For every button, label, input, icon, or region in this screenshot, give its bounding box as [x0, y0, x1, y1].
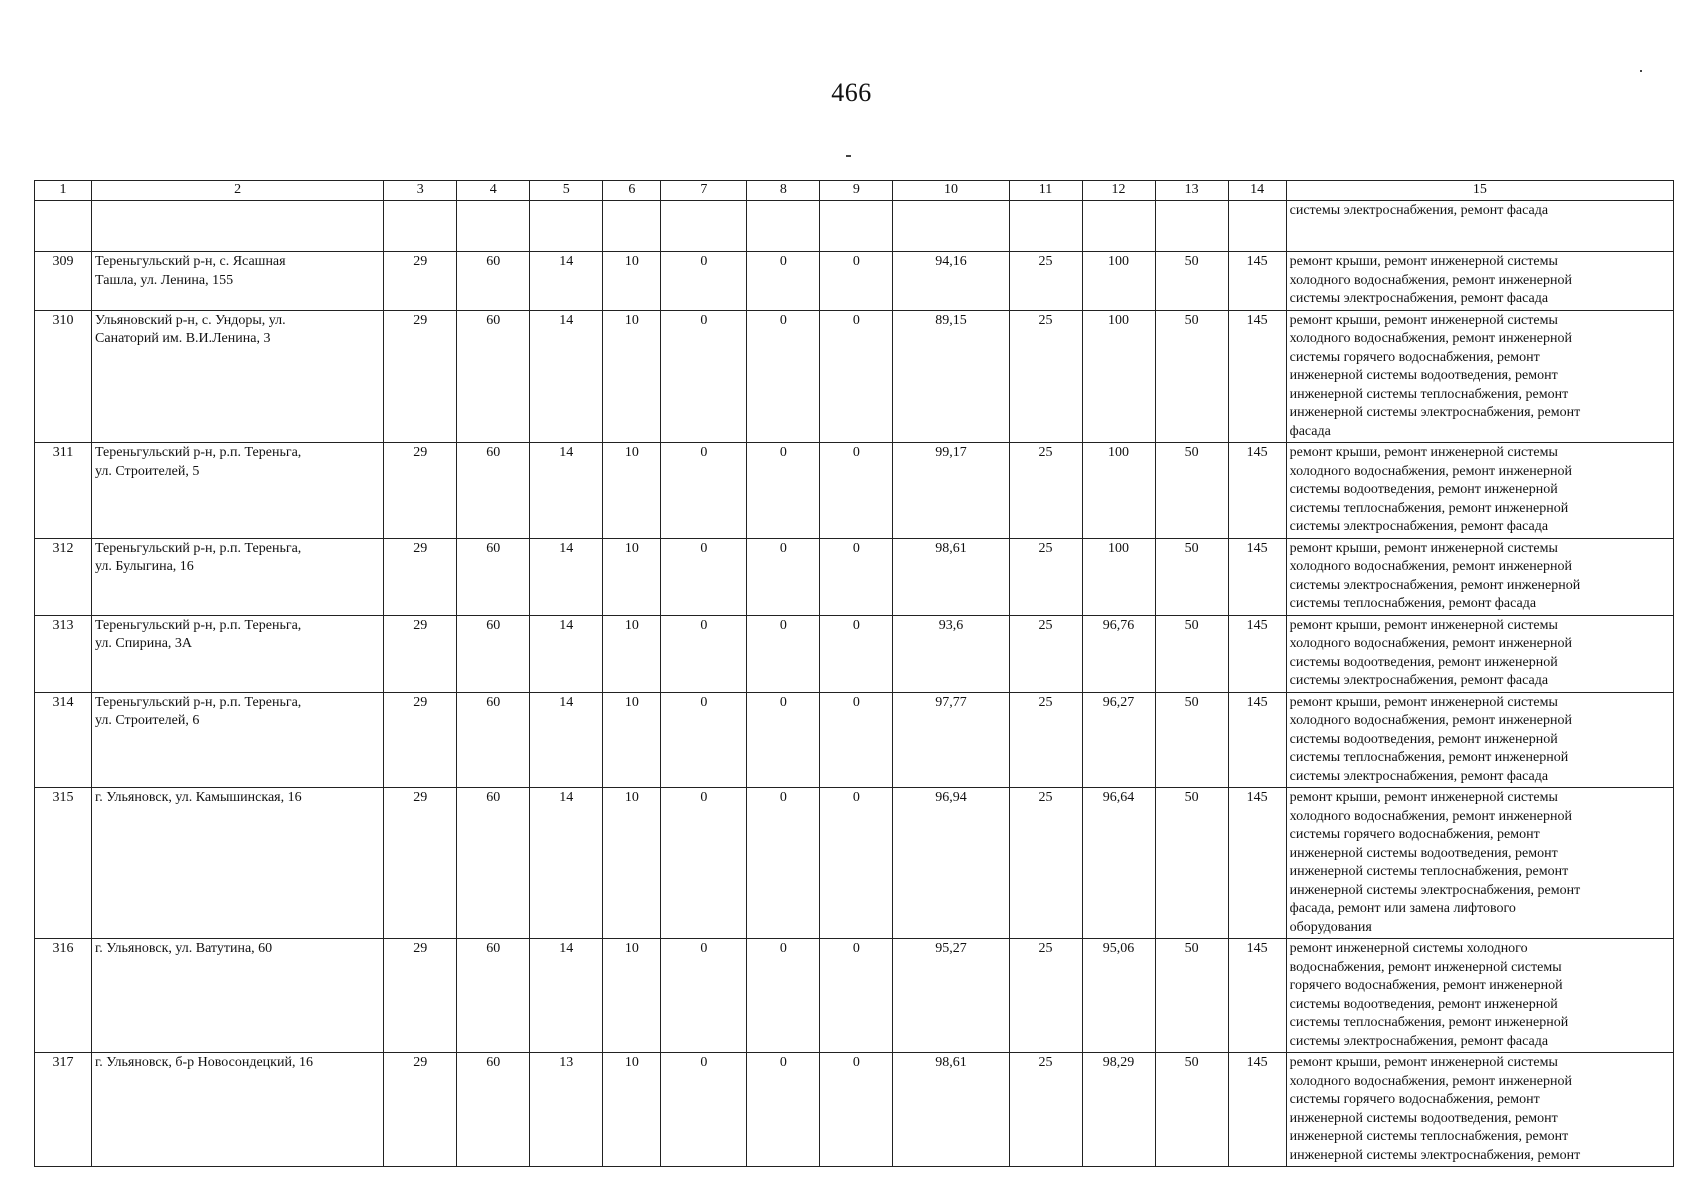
address-line: г. Ульяновск, ул. Камышинская, 16 [95, 790, 302, 805]
address-cell [92, 692, 384, 788]
value-cell-c10: 95,27 [893, 939, 1009, 1053]
works-line: инженерной системы водоотведения, ремонт [1289, 1110, 1558, 1126]
page-number: 466 [831, 78, 872, 107]
value-cell-c14: 145 [1228, 443, 1286, 539]
works-line: ремонт крыши, ремонт инженерной системы [1289, 617, 1558, 633]
address-cell [92, 538, 384, 615]
works-line: холодного водоснабжения, ремонт инженерной [1289, 331, 1572, 346]
value-cell-c9: 0 [820, 538, 893, 615]
value-cell-c8: 0 [747, 252, 820, 311]
column-header: 1 [35, 181, 92, 201]
works-line: системы электроснабжения, ремонт фасада [1289, 291, 1549, 306]
address-cell [92, 443, 384, 539]
address-line: ул. Строителей, 5 [95, 463, 200, 479]
value-cell-c11: 25 [1009, 692, 1082, 788]
works-line: фасада [1289, 423, 1331, 439]
value-cell-c12: 98,29 [1082, 1053, 1155, 1167]
value-cell-c6: 10 [603, 310, 661, 443]
column-header: 5 [530, 181, 603, 201]
row-number-cell: 309 [35, 252, 92, 311]
works-line: холодного водоснабжения, ремонт инженерной [1289, 463, 1572, 479]
value-cell-c9: 0 [820, 310, 893, 443]
works-line: холодного водоснабжения, ремонт инженерной [1289, 636, 1572, 651]
value-cell-c4: 60 [457, 252, 530, 311]
address-cell [92, 252, 384, 311]
row-number-cell: 310 [35, 310, 92, 443]
row-number-cell: 312 [35, 538, 92, 615]
works-line: системы водоотведения, ремонт инженерной [1289, 482, 1558, 497]
value-cell-c9: 0 [820, 443, 893, 539]
works-cell [1286, 538, 1673, 615]
works-line: системы водоотведения, ремонт инженерной [1289, 731, 1558, 747]
value-cell-c11: 25 [1009, 252, 1082, 311]
column-header: 7 [661, 181, 747, 201]
value-cell-c9: 0 [820, 252, 893, 311]
column-header: 14 [1228, 181, 1286, 201]
column-header: 3 [384, 181, 457, 201]
address-cell [92, 310, 384, 443]
works-line: системы теплоснабжения, ремонт инженерной [1289, 750, 1569, 765]
column-header: 6 [603, 181, 661, 201]
value-cell-c14: 145 [1228, 939, 1286, 1053]
works-cell [1286, 939, 1673, 1053]
column-header: 8 [747, 181, 820, 201]
value-cell-c8: 0 [747, 692, 820, 788]
works-line: системы электроснабжения, ремонт фасада [1289, 203, 1549, 218]
value-cell-c7: 0 [661, 252, 747, 311]
address-line: Ташла, ул. Ленина, 155 [95, 272, 234, 288]
works-line: ремонт крыши, ремонт инженерной системы [1289, 1055, 1558, 1070]
value-cell-c10: 96,94 [893, 788, 1009, 939]
value-cell-c4: 60 [457, 692, 530, 788]
table-row [35, 310, 1674, 443]
works-line: горячего водоснабжения, ремонт инженерной [1289, 978, 1563, 993]
value-cell-c4: 60 [457, 538, 530, 615]
works-line: холодного водоснабжения, ремонт инженерной [1289, 713, 1572, 728]
works-cell [1286, 692, 1673, 788]
works-line: фасада, ремонт или замена лифтового [1289, 901, 1516, 916]
works-cell [1286, 443, 1673, 539]
value-cell-c9: 0 [820, 788, 893, 939]
value-cell-c8: 0 [747, 443, 820, 539]
value-cell-c13: 50 [1155, 788, 1228, 939]
value-cell-c7: 0 [661, 788, 747, 939]
works-line: системы электроснабжения, ремонт фасада [1289, 673, 1549, 688]
value-cell-c12: 100 [1082, 310, 1155, 443]
address-line: ул. Строителей, 6 [95, 713, 200, 728]
value-cell-c9: 0 [820, 1053, 893, 1167]
value-cell-c6: 10 [603, 252, 661, 311]
value-cell-c12: 100 [1082, 443, 1155, 539]
value-cell-c10: 98,61 [893, 538, 1009, 615]
value-cell-c3: 29 [384, 1053, 457, 1167]
address-line: Тереньгульский р-н, р.п. Тереньга, [95, 694, 302, 710]
value-cell-c8: 0 [747, 538, 820, 615]
works-line: холодного водоснабжения, ремонт инженерной [1289, 1073, 1572, 1089]
column-header: 2 [92, 181, 384, 201]
value-cell-c14: 145 [1228, 538, 1286, 615]
value-cell-c3: 29 [384, 310, 457, 443]
works-line: ремонт крыши, ремонт инженерной системы [1289, 254, 1558, 269]
value-cell-c6: 10 [603, 443, 661, 539]
table-cell [1009, 201, 1082, 252]
table-cell [1082, 201, 1155, 252]
table-cell [1228, 201, 1286, 252]
value-cell-c11: 25 [1009, 788, 1082, 939]
table-cell [603, 201, 661, 252]
value-cell-c13: 50 [1155, 538, 1228, 615]
value-cell-c3: 29 [384, 538, 457, 615]
value-cell-c12: 96,76 [1082, 615, 1155, 692]
value-cell-c10: 89,15 [893, 310, 1009, 443]
table-row [35, 615, 1674, 692]
works-cell [1286, 615, 1673, 692]
value-cell-c7: 0 [661, 310, 747, 443]
value-cell-c10: 98,61 [893, 1053, 1009, 1167]
table-cell [457, 201, 530, 252]
scan-mark [846, 155, 851, 157]
address-line: Ульяновский р-н, с. Ундоры, ул. [95, 312, 286, 328]
column-header: 9 [820, 181, 893, 201]
works-cell [1286, 201, 1673, 252]
works-line: ремонт крыши, ремонт инженерной системы [1289, 540, 1558, 556]
value-cell-c5: 13 [530, 1053, 603, 1167]
column-header: 15 [1286, 181, 1673, 201]
value-cell-c4: 60 [457, 310, 530, 443]
works-line: инженерной системы теплоснабжения, ремонт [1289, 386, 1569, 402]
value-cell-c4: 60 [457, 939, 530, 1053]
works-line: системы теплоснабжения, ремонт инженерной [1289, 500, 1569, 516]
works-line: инженерной системы электроснабжения, ремонт [1289, 882, 1581, 898]
works-line: инженерной системы электроснабжения, ремонт [1289, 1147, 1581, 1163]
value-cell-c12: 96,27 [1082, 692, 1155, 788]
row-number-cell: 317 [35, 1053, 92, 1167]
works-line: системы водоотведения, ремонт инженерной [1289, 996, 1558, 1012]
works-line: ремонт инженерной системы холодного [1289, 941, 1528, 956]
value-cell-c13: 50 [1155, 252, 1228, 311]
value-cell-c13: 50 [1155, 310, 1228, 443]
column-header: 4 [457, 181, 530, 201]
column-header: 10 [893, 181, 1009, 201]
table-cell [747, 201, 820, 252]
value-cell-c8: 0 [747, 615, 820, 692]
value-cell-c5: 14 [530, 615, 603, 692]
value-cell-c7: 0 [661, 1053, 747, 1167]
row-number-cell: 314 [35, 692, 92, 788]
column-header: 12 [1082, 181, 1155, 201]
address-cell [92, 788, 384, 939]
table-row [35, 252, 1674, 311]
value-cell-c7: 0 [661, 939, 747, 1053]
table-cell [35, 201, 92, 252]
works-cell [1286, 252, 1673, 311]
works-line: оборудования [1289, 919, 1372, 935]
value-cell-c9: 0 [820, 615, 893, 692]
works-line: холодного водоснабжения, ремонт инженерной [1289, 272, 1572, 288]
value-cell-c7: 0 [661, 538, 747, 615]
value-cell-c7: 0 [661, 615, 747, 692]
value-cell-c9: 0 [820, 692, 893, 788]
works-line: холодного водоснабжения, ремонт инженерной [1289, 808, 1572, 824]
works-line: инженерной системы теплоснабжения, ремонт [1289, 1129, 1569, 1144]
row-number-cell: 316 [35, 939, 92, 1053]
works-line: системы теплоснабжения, ремонт инженерной [1289, 1015, 1569, 1030]
address-line: Тереньгульский р-н, р.п. Тереньга, [95, 445, 302, 460]
works-line: системы горячего водоснабжения, ремонт [1289, 349, 1540, 365]
column-header: 13 [1155, 181, 1228, 201]
value-cell-c14: 145 [1228, 310, 1286, 443]
table-row [35, 788, 1674, 939]
table-cell [893, 201, 1009, 252]
value-cell-c5: 14 [530, 692, 603, 788]
address-line: ул. Спирина, 3А [95, 636, 193, 651]
value-cell-c6: 10 [603, 788, 661, 939]
table-cell [1155, 201, 1228, 252]
value-cell-c14: 145 [1228, 615, 1286, 692]
register-table [34, 180, 1674, 1167]
works-line: системы электроснабжения, ремонт фасада [1289, 768, 1549, 784]
works-cell [1286, 310, 1673, 443]
table-row [35, 538, 1674, 615]
value-cell-c6: 10 [603, 538, 661, 615]
column-header: 11 [1009, 181, 1082, 201]
table-cell [530, 201, 603, 252]
value-cell-c6: 10 [603, 939, 661, 1053]
scan-mark [1640, 70, 1642, 72]
value-cell-c8: 0 [747, 1053, 820, 1167]
table-row [35, 939, 1674, 1053]
address-cell [92, 615, 384, 692]
works-line: инженерной системы теплоснабжения, ремонт [1289, 864, 1569, 879]
works-line: системы горячего водоснабжения, ремонт [1289, 1092, 1540, 1107]
works-line: системы электроснабжения, ремонт фасада [1289, 519, 1549, 534]
table-cell [92, 201, 384, 252]
address-line: г. Ульяновск, б-р Новосондецкий, 16 [95, 1055, 313, 1070]
works-line: ремонт крыши, ремонт инженерной системы [1289, 445, 1558, 460]
value-cell-c14: 145 [1228, 692, 1286, 788]
value-cell-c4: 60 [457, 788, 530, 939]
value-cell-c4: 60 [457, 1053, 530, 1167]
value-cell-c3: 29 [384, 939, 457, 1053]
value-cell-c5: 14 [530, 443, 603, 539]
address-cell [92, 1053, 384, 1167]
value-cell-c9: 0 [820, 939, 893, 1053]
address-cell [92, 939, 384, 1053]
value-cell-c12: 96,64 [1082, 788, 1155, 939]
works-line: холодного водоснабжения, ремонт инженерной [1289, 559, 1572, 574]
value-cell-c11: 25 [1009, 1053, 1082, 1167]
value-cell-c14: 145 [1228, 1053, 1286, 1167]
header-row [35, 181, 1674, 201]
works-line: системы водоотведения, ремонт инженерной [1289, 654, 1558, 670]
table-cell [384, 201, 457, 252]
value-cell-c6: 10 [603, 692, 661, 788]
works-cell [1286, 1053, 1673, 1167]
works-line: системы горячего водоснабжения, ремонт [1289, 827, 1540, 842]
address-line: Тереньгульский р-н, р.п. Тереньга, [95, 617, 302, 633]
value-cell-c3: 29 [384, 443, 457, 539]
value-cell-c10: 97,77 [893, 692, 1009, 788]
value-cell-c5: 14 [530, 939, 603, 1053]
works-line: ремонт крыши, ремонт инженерной системы [1289, 790, 1558, 805]
row-number-cell: 311 [35, 443, 92, 539]
value-cell-c6: 10 [603, 1053, 661, 1167]
value-cell-c11: 25 [1009, 538, 1082, 615]
address-line: ул. Булыгина, 16 [95, 559, 194, 574]
value-cell-c12: 95,06 [1082, 939, 1155, 1053]
works-line: системы теплоснабжения, ремонт фасада [1289, 596, 1537, 611]
address-line: г. Ульяновск, ул. Ватутина, 60 [95, 941, 273, 956]
value-cell-c5: 14 [530, 788, 603, 939]
table-row [35, 1053, 1674, 1167]
value-cell-c5: 14 [530, 310, 603, 443]
row-number-cell: 315 [35, 788, 92, 939]
value-cell-c13: 50 [1155, 939, 1228, 1053]
value-cell-c4: 60 [457, 443, 530, 539]
works-cell [1286, 788, 1673, 939]
value-cell-c7: 0 [661, 692, 747, 788]
value-cell-c8: 0 [747, 310, 820, 443]
address-line: Санаторий им. В.И.Ленина, 3 [95, 331, 271, 346]
works-line: системы электроснабжения, ремонт фасада [1289, 1033, 1549, 1049]
works-line: инженерной системы водоотведения, ремонт [1289, 368, 1558, 383]
value-cell-c5: 14 [530, 252, 603, 311]
works-line: водоснабжения, ремонт инженерной системы [1289, 959, 1562, 975]
value-cell-c13: 50 [1155, 1053, 1228, 1167]
value-cell-c8: 0 [747, 939, 820, 1053]
value-cell-c12: 100 [1082, 252, 1155, 311]
table-row [35, 443, 1674, 539]
value-cell-c3: 29 [384, 615, 457, 692]
value-cell-c11: 25 [1009, 939, 1082, 1053]
value-cell-c5: 14 [530, 538, 603, 615]
table-cell [820, 201, 893, 252]
row-number-cell: 313 [35, 615, 92, 692]
value-cell-c3: 29 [384, 692, 457, 788]
value-cell-c13: 50 [1155, 692, 1228, 788]
works-line: ремонт крыши, ремонт инженерной системы [1289, 694, 1558, 710]
works-line: системы электроснабжения, ремонт инженерной [1289, 577, 1581, 593]
value-cell-c6: 10 [603, 615, 661, 692]
works-line: инженерной системы электроснабжения, ремонт [1289, 405, 1581, 420]
value-cell-c13: 50 [1155, 615, 1228, 692]
value-cell-c13: 50 [1155, 443, 1228, 539]
value-cell-c3: 29 [384, 252, 457, 311]
table-row [35, 692, 1674, 788]
works-line: ремонт крыши, ремонт инженерной системы [1289, 312, 1558, 328]
value-cell-c10: 93,6 [893, 615, 1009, 692]
value-cell-c4: 60 [457, 615, 530, 692]
value-cell-c3: 29 [384, 788, 457, 939]
value-cell-c10: 99,17 [893, 443, 1009, 539]
value-cell-c11: 25 [1009, 443, 1082, 539]
address-line: Тереньгульский р-н, р.п. Тереньга, [95, 540, 302, 556]
value-cell-c12: 100 [1082, 538, 1155, 615]
value-cell-c11: 25 [1009, 310, 1082, 443]
address-line: Тереньгульский р-н, с. Ясашная [95, 254, 286, 269]
value-cell-c8: 0 [747, 788, 820, 939]
continuation-row [35, 201, 1674, 252]
value-cell-c7: 0 [661, 443, 747, 539]
table-cell [661, 201, 747, 252]
value-cell-c10: 94,16 [893, 252, 1009, 311]
value-cell-c11: 25 [1009, 615, 1082, 692]
value-cell-c14: 145 [1228, 252, 1286, 311]
works-line: инженерной системы водоотведения, ремонт [1289, 845, 1558, 861]
value-cell-c14: 145 [1228, 788, 1286, 939]
